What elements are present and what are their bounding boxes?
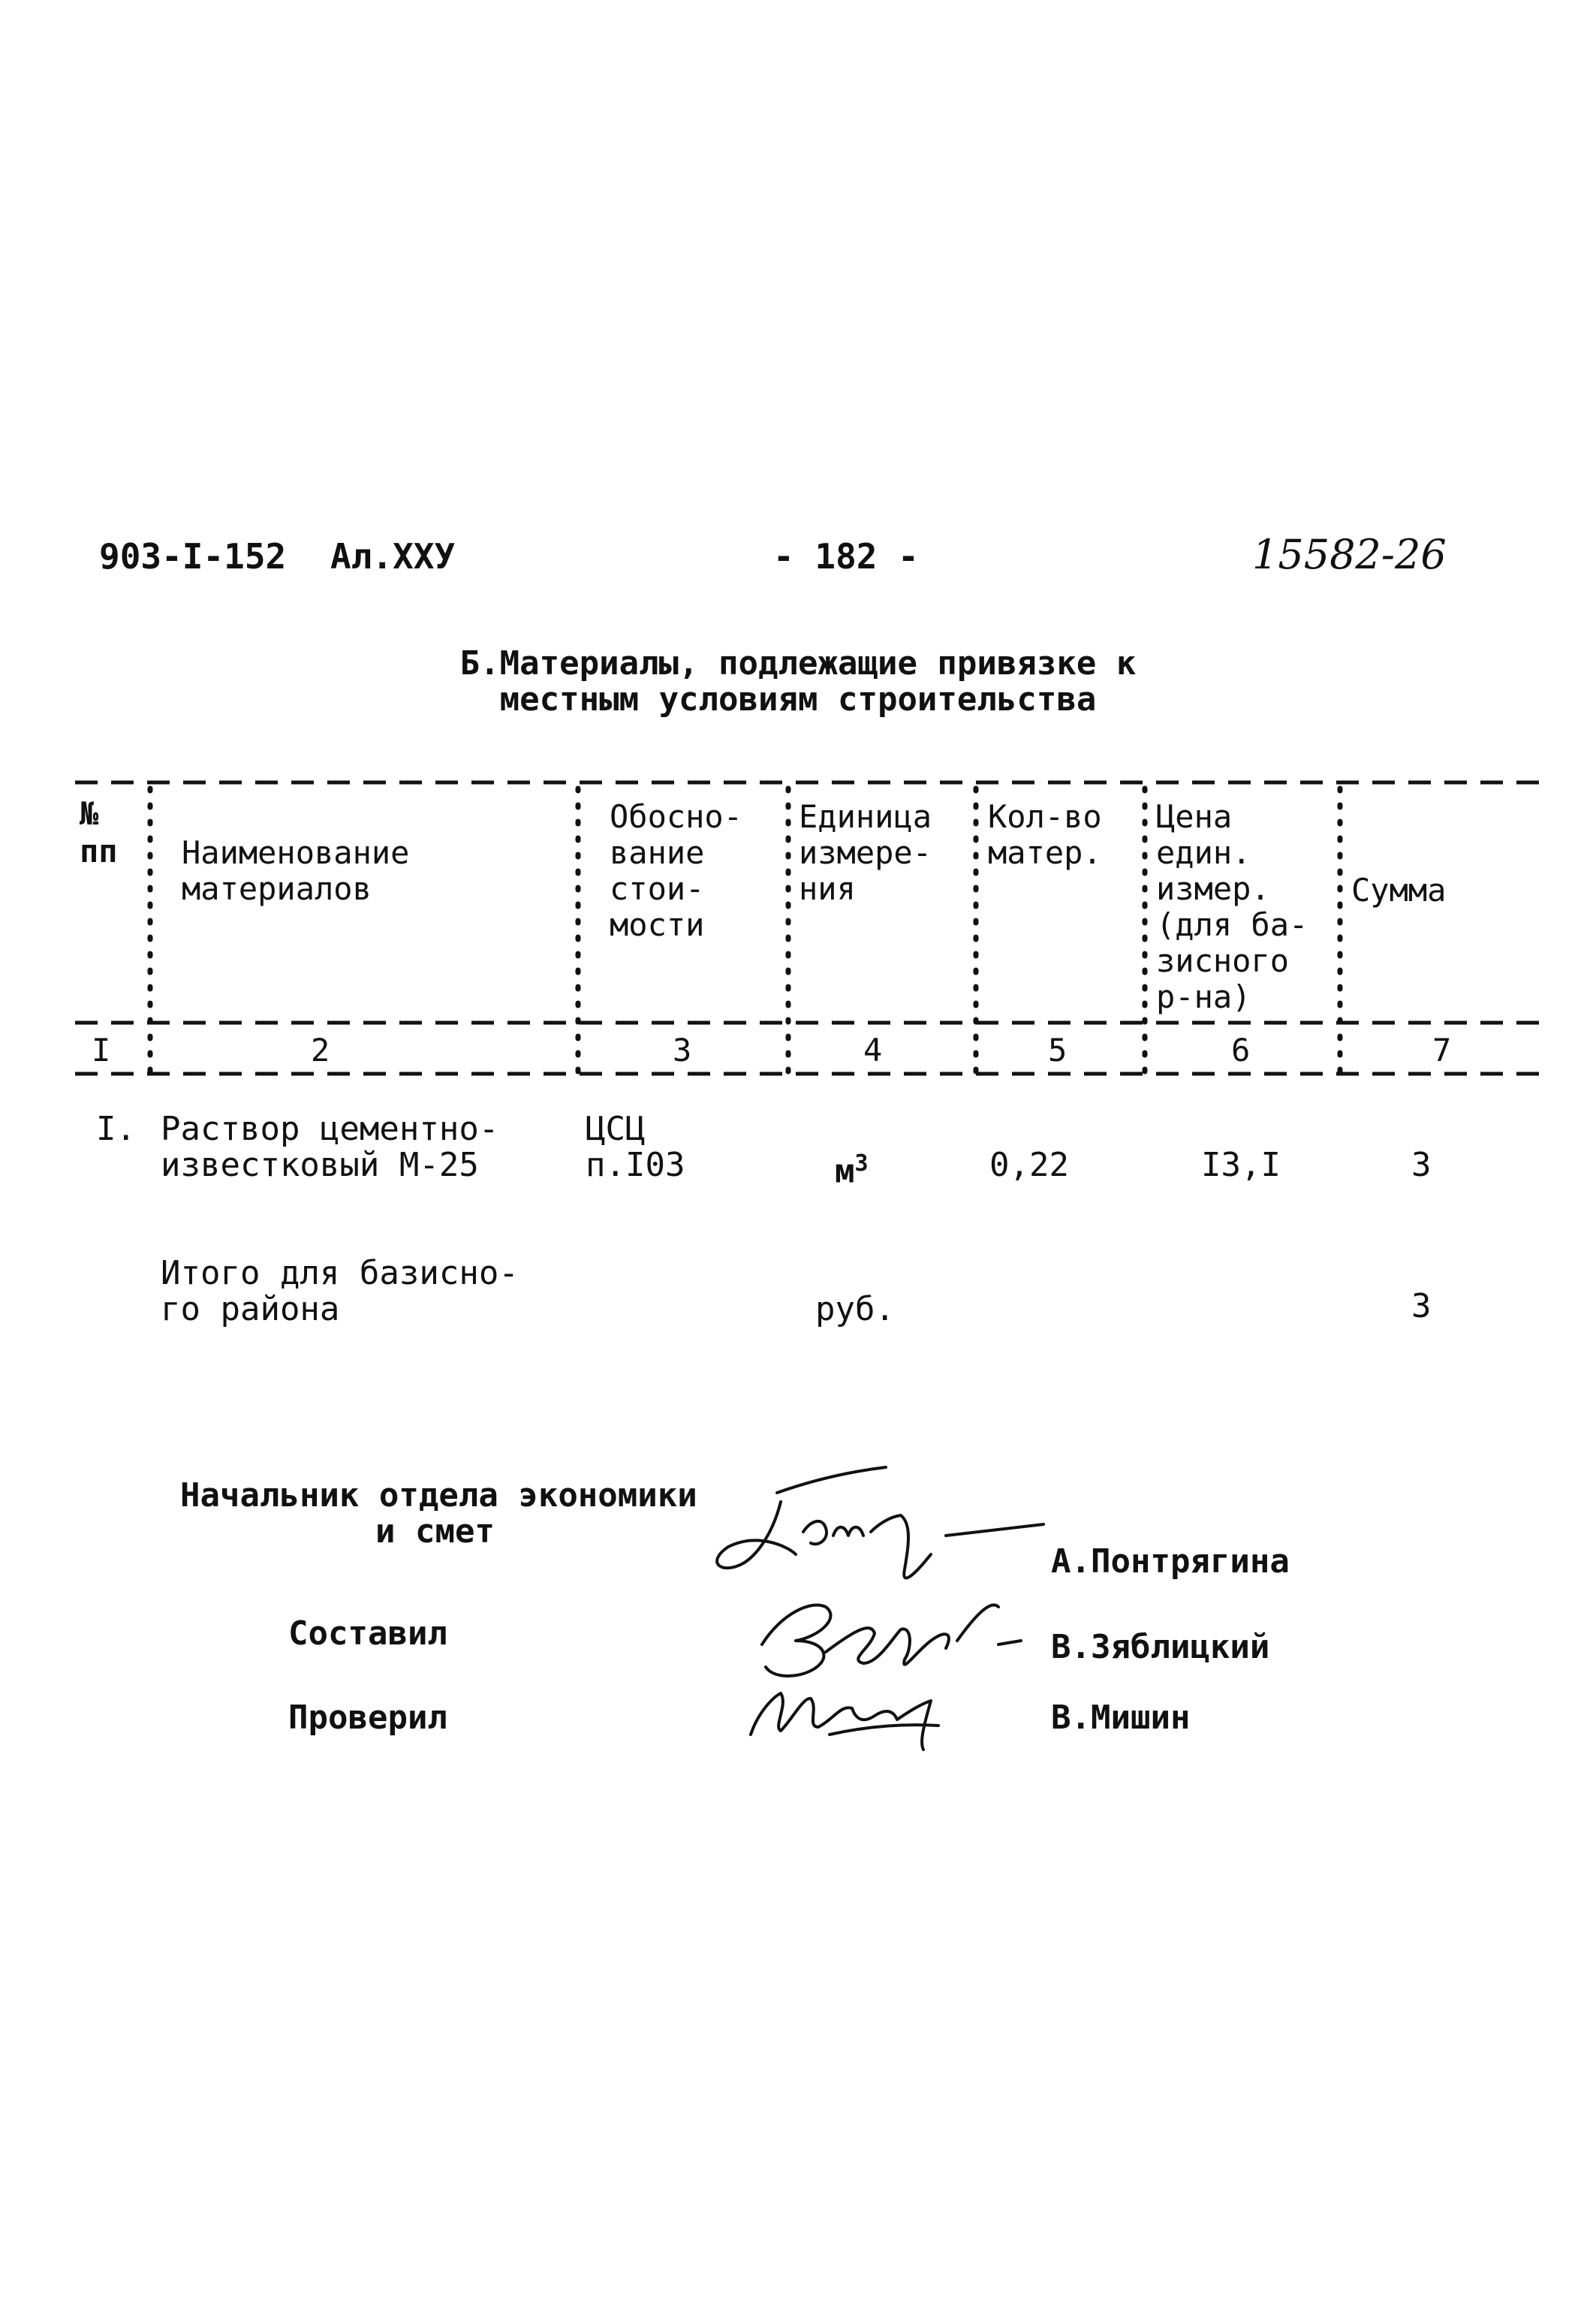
quantity-cell: 0,22 — [989, 1146, 1069, 1184]
total-label-line-1: Итого для базисно- — [161, 1254, 519, 1292]
album-number: Ал.XXУ — [330, 536, 456, 577]
column-number: 2 — [311, 1032, 330, 1069]
price-cell: I3,I — [1201, 1146, 1281, 1184]
header-basis-line-3: стои- — [610, 870, 705, 907]
signer-role: Составил — [288, 1614, 447, 1653]
header-price-line-4: (для ба- — [1156, 906, 1308, 943]
header-price-line-2: един. — [1156, 834, 1251, 871]
basis-line-1: ЦСЦ — [586, 1110, 646, 1148]
header-sum: Сумма — [1351, 872, 1447, 909]
header-price-line-1: Цена — [1156, 798, 1233, 835]
total-unit: руб. — [815, 1290, 895, 1328]
column-number: 5 — [1048, 1032, 1068, 1069]
header-price-line-5: зисного — [1156, 942, 1290, 979]
header-unit-line-3: ния — [799, 870, 856, 907]
header-no-line-1: № — [80, 795, 99, 832]
header-name-line-1: Наименование — [182, 834, 410, 871]
material-name-line-2: известковый М-25 — [161, 1146, 479, 1184]
section-title-line-1: Б.Материалы, подлежащие привязке к — [459, 644, 1137, 683]
header-qty-line-1: Кол-во — [988, 798, 1102, 835]
signer-name: А.Понтрягина — [1051, 1542, 1290, 1581]
inventory-number: 15582-26 — [1252, 531, 1447, 578]
signature-scribble-2 — [762, 1605, 1021, 1676]
header-name-line-2: материалов — [182, 870, 372, 907]
column-number: 3 — [673, 1032, 692, 1069]
header-unit-line-1: Единица — [799, 798, 932, 835]
signer-role-line-1: Начальник отдела экономики — [180, 1476, 697, 1515]
total-label-line-2: го района — [161, 1290, 340, 1328]
header-basis-line-4: мости — [610, 906, 705, 943]
unit-superscript: 3 — [854, 1150, 869, 1177]
header-price-line-6: р-на) — [1156, 978, 1251, 1015]
page-number: - 182 - — [773, 536, 919, 577]
signer-name: В.Мишин — [1051, 1699, 1191, 1737]
sum-cell: 3 — [1411, 1146, 1432, 1184]
header-price-line-3: измер. — [1156, 870, 1270, 907]
row-number: I. — [96, 1110, 136, 1148]
header-basis-line-1: Обосно- — [610, 798, 743, 835]
column-number: 6 — [1231, 1032, 1251, 1069]
document-code: 903-I-152 — [99, 536, 287, 577]
signer-role: Проверил — [288, 1699, 447, 1737]
header-unit-line-2: измере- — [799, 834, 932, 871]
signer-name: В.Зяблицкий — [1051, 1628, 1270, 1666]
signature-scribble-1 — [717, 1467, 1043, 1578]
header-no-line-2: пп — [80, 833, 118, 870]
unit-value: м — [835, 1152, 855, 1191]
basis-line-2: п.I03 — [586, 1146, 685, 1184]
column-number: 7 — [1432, 1032, 1452, 1069]
signature-scribble-3 — [751, 1693, 938, 1750]
column-number: I — [92, 1032, 111, 1069]
header-basis-line-2: вание — [610, 834, 705, 871]
material-name-line-1: Раствор цементно- — [161, 1110, 499, 1148]
section-title-line-2: местным условиям строительства — [499, 680, 1097, 719]
signer-role-line-2: и смет — [375, 1512, 495, 1551]
total-sum: 3 — [1411, 1287, 1432, 1325]
column-number: 4 — [863, 1032, 883, 1069]
header-qty-line-2: матер. — [988, 834, 1102, 871]
